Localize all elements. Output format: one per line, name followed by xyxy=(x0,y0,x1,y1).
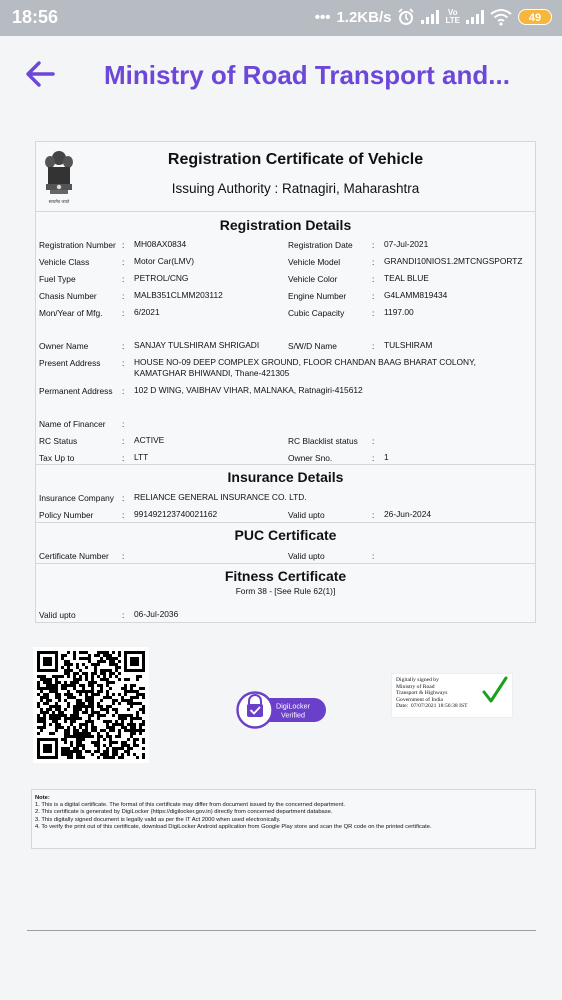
signature-line: Ministry of Road xyxy=(396,683,435,690)
field-label: RC Status xyxy=(39,436,78,446)
field-label: Permanent Address xyxy=(39,386,113,396)
digilocker-verified-badge xyxy=(236,690,328,730)
policy-number: 991492123740021162 xyxy=(134,509,218,519)
field-label: Name of Financer xyxy=(39,419,106,429)
owner-name: SANJAY TULSHIRAM SHRIGADI xyxy=(134,340,260,350)
field-label: Cubic Capacity xyxy=(288,308,345,318)
field-label: Vehicle Class xyxy=(39,257,90,267)
alarm-icon xyxy=(397,8,415,26)
section-divider xyxy=(36,563,535,564)
certificate-document xyxy=(35,141,536,623)
insurance-company: RELIANCE GENERAL INSURANCE CO. LTD. xyxy=(134,492,307,502)
colon: : xyxy=(122,240,125,250)
field-label: Mon/Year of Mfg. xyxy=(39,308,103,318)
field-label: Engine Number xyxy=(288,291,347,301)
field-label: Registration Date xyxy=(288,240,353,250)
field-label: RC Blacklist status xyxy=(288,436,358,446)
network-speed: 1.2KB/s xyxy=(336,8,392,26)
colon: : xyxy=(122,453,125,463)
insurance-heading: Insurance Details xyxy=(227,469,344,485)
vehicle-color: TEAL BLUE xyxy=(384,273,429,283)
signature-date: 07/07/2021 18:56:38 IST xyxy=(410,703,468,710)
engine-number: G4LAMM819434 xyxy=(384,290,448,300)
app-bar xyxy=(0,36,562,120)
field-label: Chasis Number xyxy=(39,291,97,301)
status-icons xyxy=(315,8,552,26)
note-heading: Note: xyxy=(35,795,50,801)
field-label: Vehicle Color xyxy=(288,274,338,284)
colon: : xyxy=(122,551,125,561)
tax-up-to: LTT xyxy=(134,452,149,462)
fitness-heading: Fitness Certificate xyxy=(224,568,347,584)
field-label: Certificate Number xyxy=(39,551,109,561)
certificate-header xyxy=(36,142,535,212)
digital-signature xyxy=(391,673,513,718)
colon: : xyxy=(122,386,125,396)
emblem-caption: सत्यमेव जयते xyxy=(48,199,70,204)
signature-date-label: Date: xyxy=(396,703,409,710)
colon: : xyxy=(122,291,125,301)
verified-label: Verified xyxy=(281,710,305,720)
fuel-type: PETROL/CNG xyxy=(134,273,189,283)
colon: : xyxy=(122,436,125,446)
certificate-title: Registration Certificate of Vehicle xyxy=(167,151,424,168)
vehicle-model: GRANDI10NIOS1.2MTCNGSPORTZ xyxy=(384,256,523,266)
section-divider xyxy=(36,464,535,465)
status-dots: ••• xyxy=(314,8,331,26)
fitness-form: Form 38 - [See Rule 62(1)] xyxy=(235,586,336,596)
field-label: Fuel Type xyxy=(39,274,76,284)
chasis-number: MALB351CLMM203112 xyxy=(134,290,223,300)
colon: : xyxy=(372,257,375,267)
colon: : xyxy=(122,419,125,429)
wifi-icon xyxy=(490,8,512,26)
field-label: Policy Number xyxy=(39,510,94,520)
puc-heading: PUC Certificate xyxy=(234,527,337,543)
volte-icon: Vo LTE xyxy=(445,8,460,25)
colon: : xyxy=(372,240,375,250)
colon: : xyxy=(372,341,375,351)
field-label: Insurance Company xyxy=(39,493,114,503)
colon: : xyxy=(372,510,375,520)
qr-code xyxy=(33,647,149,763)
page-title: Ministry of Road Transport and... xyxy=(104,60,510,90)
field-label: Tax Up to xyxy=(39,453,75,463)
colon: : xyxy=(372,436,375,446)
signature-line: Government of India xyxy=(396,696,443,703)
colon: : xyxy=(122,358,125,368)
signature-line: Digitally signed by xyxy=(396,677,439,683)
colon: : xyxy=(372,551,375,561)
colon: : xyxy=(122,610,125,620)
registration-number: MH08AX0834 xyxy=(134,239,187,249)
field-label: Owner Name xyxy=(39,341,89,351)
note-item: 1. This is a digital certificate. The format of this certificate may differ from document issued by the concerned department. xyxy=(35,802,345,809)
note-item: 4. To verify the print out of this certificate, download DigiLocker Android application from Google Play store and scan the QR code on the printed certificate. xyxy=(35,823,432,830)
signature-line: Transport & Highways xyxy=(396,690,448,697)
battery-icon: 49 xyxy=(518,9,552,25)
field-label: Registration Number xyxy=(39,240,116,250)
fitness-valid-upto: 06-Jul-2036 xyxy=(134,609,179,619)
status-time: 18:56 xyxy=(12,7,59,27)
colon: : xyxy=(122,493,125,503)
digilocker-label: DigiLocker xyxy=(276,701,310,711)
qr-code-icon xyxy=(37,651,145,759)
field-label: Valid upto xyxy=(39,610,76,620)
present-address-line1: HOUSE NO-09 DEEP COMPLEX GROUND, FLOOR CHANDAN BAAG BHARAT COLONY, xyxy=(134,357,476,367)
note-item: 3. This digitally signed document is legally valid as per the IT Act 2000 when used electronically. xyxy=(35,816,281,823)
swd-name: TULSHIRAM xyxy=(384,340,433,350)
colon: : xyxy=(122,274,125,284)
colon: : xyxy=(122,257,125,267)
field-label: Vehicle Model xyxy=(288,257,341,267)
status-bar xyxy=(0,0,562,36)
field-label: Valid upto xyxy=(288,551,325,561)
signal-icon xyxy=(421,10,439,24)
permanent-address: 102 D WING, VAIBHAV VIHAR, MALNAKA, Ratnagiri-415612 xyxy=(134,385,363,395)
green-check-icon xyxy=(482,676,508,706)
issuing-authority: Issuing Authority : Ratnagiri, Maharashtra xyxy=(171,181,420,196)
rc-status: ACTIVE xyxy=(134,435,165,445)
colon: : xyxy=(122,510,125,520)
back-arrow-icon[interactable] xyxy=(24,58,56,90)
certificate-note xyxy=(31,789,536,849)
signature-date-row xyxy=(396,703,467,710)
signal-icon xyxy=(466,10,484,24)
field-label: Present Address xyxy=(39,358,101,368)
field-label: Owner Sno. xyxy=(288,453,333,463)
colon: : xyxy=(372,453,375,463)
owner-sno: 1 xyxy=(384,452,389,462)
field-label: Valid upto xyxy=(288,510,325,520)
colon: : xyxy=(122,308,125,318)
colon: : xyxy=(372,274,375,284)
mfg-year: 6/2021 xyxy=(134,307,160,317)
registration-heading: Registration Details xyxy=(219,217,352,233)
page-divider xyxy=(27,930,536,931)
vehicle-class: Motor Car(LMV) xyxy=(134,256,195,266)
insurance-valid-upto: 26-Jun-2024 xyxy=(384,509,432,519)
field-label: S/W/D Name xyxy=(288,341,337,351)
registration-date: 07-Jul-2021 xyxy=(384,239,429,249)
colon: : xyxy=(372,308,375,318)
colon: : xyxy=(122,341,125,351)
cubic-capacity: 1197.00 xyxy=(384,307,414,317)
signature-text xyxy=(396,677,467,710)
colon: : xyxy=(372,291,375,301)
present-address-line2: KAMATGHAR BHIWANDI, Thane-421305 xyxy=(134,368,290,378)
note-item: 2. This certificate is generated by DigiLocker (https://digilocker.gov.in) directly from concerned department database. xyxy=(35,809,333,816)
section-divider xyxy=(36,522,535,523)
